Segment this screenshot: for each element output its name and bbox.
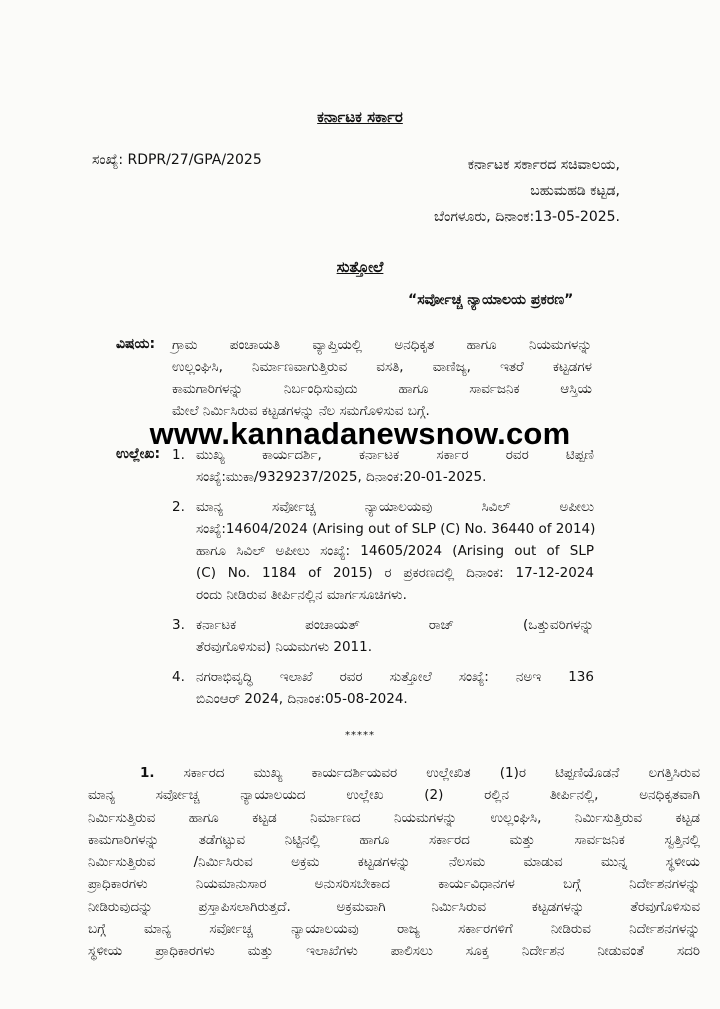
reference-number-label: 4.: [172, 669, 185, 685]
section-separator: *****: [345, 730, 375, 741]
address-line: ಕರ್ನಾಟಕ ಸರ್ಕಾರದ ಸಚಿವಾಲಯ,: [467, 157, 620, 173]
reference-number-label: 3.: [172, 617, 185, 633]
reference-item: [172, 666, 594, 710]
reference-line: ಮುಖ್ಯ ಕಾರ್ಯದರ್ಶಿ, ಕರ್ನಾಟಕ ಸರ್ಕಾರ ರವರ ಟಿಪ್ಪಣಿ: [196, 447, 594, 463]
reference-number: ಸಂಖ್ಯೆ: RDPR/27/GPA/2025: [92, 152, 262, 168]
paragraph-line: ಸ್ಥಳೀಯ ಪ್ರಾಧಿಕಾರಗಳು ಮತ್ತು ಇಲಾಖೆಗಳು ಪಾಲಿಸಲು ಸೂಕ್ತ ನಿರ್ದೇಶನ ನೀಡುವಂತೆ ಸದರಿ: [88, 943, 700, 960]
paragraph-line: ಪ್ರಾಧಿಕಾರಗಳು ನಿಯಮಾನುಸಾರ ಅನುಸರಿಸಬೇಕಾದ ಕಾರ್ಯವಿಧಾನಗಳ ಬಗ್ಗೆ ನಿರ್ದೇಶನಗಳನ್ನು: [88, 876, 700, 893]
paragraph-first-line: ಸರ್ಕಾರದ ಮುಖ್ಯ ಕಾರ್ಯದರ್ಶಿಯವರ ಉಲ್ಲೇಖಿತ (1)ರ ಟಿಪ್ಪಣಿಯೊಡನೆ ಲಗತ್ತಿಸಿರುವ: [183, 765, 700, 781]
subject-text: [172, 334, 592, 422]
reference-number-label: 2.: [172, 499, 185, 515]
references-label: ಉಲ್ಲೇಖ:: [116, 446, 161, 462]
reference-line: ಸಂಖ್ಯೆ:14604/2024 (Arising out of SLP (C) No. 36440 of 2014): [196, 521, 596, 537]
reference-number-label: 1.: [172, 447, 185, 463]
reference-item: [172, 614, 594, 658]
office-address: [408, 152, 620, 230]
reference-item: [172, 444, 594, 488]
references-list: [172, 444, 594, 718]
subject-label: ವಿಷಯ:: [116, 336, 156, 352]
reference-line: ಮಾನ್ಯ ಸರ್ವೋಚ್ಚ ನ್ಯಾಯಾಲಯವು ಸಿವಿಲ್ ಅಪೀಲು: [196, 499, 594, 515]
reference-line: ರಂದು ನೀಡಿರುವ ತೀರ್ಪಿನಲ್ಲಿನ ಮಾರ್ಗಸೂಚಿಗಳು.: [196, 587, 407, 603]
watermark-url: www.kannadanewsnow.com: [149, 416, 571, 451]
paragraph-line: ನೀಡಿರುವುದನ್ನು ಪ್ರಸ್ತಾಪಿಸಲಾಗಿರುತ್ತದೆ. ಅಕ್ರಮವಾಗಿ ನಿರ್ಮಿಸಿರುವ ಕಟ್ಟಡಗಳನ್ನು ತೆರವುಗೊಳಿಸುವ: [88, 898, 700, 915]
subject-line: ಉಲ್ಲಂಘಿಸಿ, ನಿರ್ಮಾಣವಾಗುತ್ತಿರುವ ವಸತಿ, ವಾಣಿಜ್ಯ, ಇತರೆ ಕಟ್ಟಡಗಳ: [172, 359, 592, 375]
reference-line: ಬಿಎಂಆರ್ 2024, ದಿನಾಂಕ:05-08-2024.: [196, 691, 408, 707]
reference-line: ತೆರವುಗೊಳಿಸುವ) ನಿಯಮಗಳು 2011.: [196, 639, 373, 655]
paragraph-line: ಕಾಮಗಾರಿಗಳನ್ನು ತಡೆಗಟ್ಟುವ ನಿಟ್ಟಿನಲ್ಲಿ ಹಾಗೂ ಸರ್ಕಾರದ ಮತ್ತು ಸಾರ್ವಜನಿಕ ಸ್ವತ್ತಿನಲ್ಲಿ: [88, 831, 700, 848]
reference-line: ಕರ್ನಾಟಕ ಪಂಚಾಯತ್ ರಾಜ್ (ಒತ್ತುವರಿಗಳನ್ನು: [196, 617, 594, 633]
paragraph-line: ಬಗ್ಗೆ ಮಾನ್ಯ ಸರ್ವೋಚ್ಚ ನ್ಯಾಯಾಲಯವು ರಾಜ್ಯ ಸರ್ಕಾರಗಳಿಗೆ ನೀಡಿರುವ ನಿರ್ದೇಶನಗಳನ್ನು: [88, 921, 700, 938]
body-paragraph: [88, 762, 700, 963]
subject-line: ಮೇಲೆ ನಿರ್ಮಿಸಿರುವ ಕಟ್ಟಡಗಳನ್ನು ನೆಲ ಸಮಗೊಳಿಸುವ ಬಗ್ಗೆ.: [172, 403, 430, 419]
reference-line: (C) No. 1184 of 2015) ರ ಪ್ರಕರಣದಲ್ಲಿ ದಿನಾಂಕ: 17-12-2024: [196, 565, 594, 581]
reference-line: ನಗರಾಭಿವೃದ್ಧಿ ಇಲಾಖೆ ರವರ ಸುತ್ತೋಲೆ ಸಂಖ್ಯೆ: ನಅಇ 136: [196, 669, 594, 685]
paragraph-line: ನಿರ್ಮಿಸುತ್ತಿರುವ ಹಾಗೂ ಕಟ್ಟಡ ನಿರ್ಮಾಣದ ನಿಯಮಗಳನ್ನು ಉಲ್ಲಂಘಿಸಿ, ನಿರ್ಮಿಸುತ್ತಿರುವ ಕಟ್ಟಡ: [88, 809, 700, 826]
government-heading: ಕರ್ನಾಟಕ ಸರ್ಕಾರ: [317, 108, 403, 126]
reference-line: ಸಂಖ್ಯೆ:ಮುಕಾ/9329237/2025, ದಿನಾಂಕ:20-01-2025.: [196, 469, 487, 485]
reference-item: [172, 496, 594, 606]
circular-title: ಸುತ್ತೋಲೆ: [336, 258, 384, 276]
paragraph-line: ನಿರ್ಮಿಸುತ್ತಿರುವ /ನಿರ್ಮಿಸಿರುವ ಅಕ್ರಮ ಕಟ್ಟಡಗಳನ್ನು ನೆಲಸಮ ಮಾಡುವ ಮುನ್ನ ಸ್ಥಳೀಯ: [88, 854, 700, 871]
paragraph-line: [88, 762, 700, 784]
address-line: ಬೆಂಗಳೂರು, ದಿನಾಂಕ:13-05-2025.: [434, 209, 620, 225]
subject-line: ಗ್ರಾಮ ಪಂಚಾಯತಿ ವ್ಯಾಪ್ತಿಯಲ್ಲಿ ಅನಧಿಕೃತ ಹಾಗೂ ನಿಯಮಗಳನ್ನು: [172, 337, 592, 353]
paragraph-number: 1.: [140, 765, 155, 781]
address-line: ಬಹುಮಹಡಿ ಕಟ್ಟಡ,: [530, 183, 620, 199]
reference-line: ಹಾಗೂ ಸಿವಿಲ್ ಅಪೀಲು ಸಂಖ್ಯೆ: 14605/2024 (Arising out of SLP: [196, 543, 594, 559]
court-matter-label: “ಸರ್ವೋಚ್ಚ ನ್ಯಾಯಾಲಯ ಪ್ರಕರಣ”: [408, 292, 574, 308]
paragraph-line: ಮಾನ್ಯ ಸರ್ವೋಚ್ಚ ನ್ಯಾಯಾಲಯದ ಉಲ್ಲೇಖ (2) ರಲ್ಲಿನ ತೀರ್ಪಿನಲ್ಲಿ, ಅನಧಿಕೃತವಾಗಿ: [88, 787, 700, 804]
subject-line: ಕಾಮಗಾರಿಗಳನ್ನು ನಿರ್ಬಂಧಿಸುವುದು ಹಾಗೂ ಸಾರ್ವಜನಿಕ ಆಸ್ತಿಯ: [172, 381, 592, 397]
